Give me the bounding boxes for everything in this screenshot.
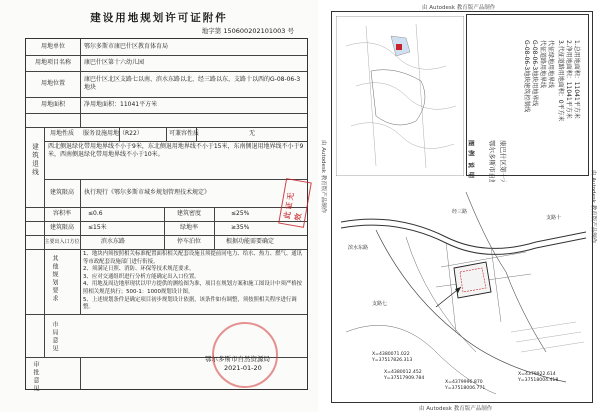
far-value: ≤0.6 xyxy=(88,210,103,217)
other-item: 1、地块内须按照相关标准配置面积相关配套设施且须提前同电力、给水、热力、燃气、通讯等市政配套设施部门进行衔接。 xyxy=(83,251,303,265)
green-value: ≥35% xyxy=(231,224,250,231)
area-line: 2.净用地面积：11041平方米 xyxy=(565,40,572,119)
row-value-area: 净用地面积：11041平方米 xyxy=(84,101,158,108)
coordinate: Y=37517826.313 xyxy=(372,358,413,363)
row-label-unit: 用地单位 xyxy=(40,43,65,50)
legend-header: 图 xyxy=(467,140,474,147)
coordinate: X=4380071.022 xyxy=(372,352,410,357)
density-label: 建筑密度 xyxy=(176,210,201,217)
invalid-stamp: 此证无效 xyxy=(278,178,312,228)
overview-map xyxy=(336,16,464,176)
watermark-right: 由 Autodesk 教育版产品制作 xyxy=(590,170,596,244)
row-value-location: 康巴什区北区支路七以南、滨水东路以北、经三路以东、支路十以西的G-08-06-3地块 xyxy=(84,76,301,91)
far-label: 容积率 xyxy=(52,210,71,217)
other-requirements-list xyxy=(83,251,307,312)
page-title: 建设用地规划许可证附件 xyxy=(90,12,228,24)
other-item: 5、上述规划条件是确定项目初步规划设计依据，该条件如有调整，须按照相关程序进行调整。 xyxy=(83,296,297,311)
parking-label: 停车泊位 xyxy=(176,238,201,245)
entrance-label: 主要出入口方位 xyxy=(44,239,80,245)
review-opinion-label: 审批意见 xyxy=(32,361,39,393)
coordinate: Y=37518006.771 xyxy=(445,386,486,391)
coordinate: Y=37517909.784 xyxy=(384,376,425,381)
height-label: 建筑限高 xyxy=(49,189,74,196)
green-label: 绿地率 xyxy=(179,224,198,231)
coordinate: X=4380012.452 xyxy=(384,370,422,375)
height-value: 执行现行《鄂尔多斯市城乡规划管理技术规定》 xyxy=(84,189,211,196)
row-label-location: 用地位置 xyxy=(40,80,65,87)
issuing-organization: 鄂尔多斯市自然资源局 xyxy=(205,355,270,363)
other-item: 2、须满足日照、消防、环保等技术规范要求。 xyxy=(83,266,195,273)
watermark-left: 由 Autodesk 教育版产品制作 xyxy=(320,140,326,214)
area-line: 3.代征道路用地面积：0平方米 xyxy=(557,40,564,122)
legend-header: 说 xyxy=(467,162,474,169)
land-number-suffix: 号 xyxy=(287,27,294,35)
land-number-value: 150600202101003 xyxy=(223,27,286,35)
road-label: 支路十 xyxy=(546,215,562,221)
compound-value: 无 xyxy=(248,130,255,137)
entrance-value: 滨水东路 xyxy=(101,238,126,245)
land-number xyxy=(202,26,294,35)
row-label-area: 用地面积 xyxy=(40,101,65,108)
row-value-unit: 鄂尔多斯市康巴什区教育体育局 xyxy=(84,43,169,50)
land-number-label: 地字第 xyxy=(201,27,222,35)
other-item: 3、应对交通组织进行分析方能确定出入口位置。 xyxy=(83,273,200,280)
bheight-label: 建筑限高 xyxy=(49,224,74,231)
city-opinion-label: 市局意见 xyxy=(51,321,58,353)
area-line: 1.总用地面积：11041平方米 xyxy=(573,40,580,119)
coordinate: Y=37518004.418 xyxy=(518,378,559,383)
watermark-top: 由 Autodesk 教育版产品制作 xyxy=(422,5,496,11)
legend-line: 代征道路用地界线 xyxy=(539,40,546,89)
row-value-project: 康巴什区第十六幼儿园 xyxy=(84,59,145,66)
road-label: 经三路 xyxy=(452,209,468,215)
other-item: 4、用地及周边地形现状以甲方提供的测绘图为准，项目在规划方案和施工图设计中须严格按照相关规范执行；500-1：1000规划设计图。 xyxy=(83,281,303,295)
setback-text: 西北侧退绿化带用地界线不小于9米，东北侧退用地界线不小于15米，东南侧退用地界线不小于9米，西南侧退绿化带用地界线不小于10米。 xyxy=(48,143,304,158)
legend-line: G-08-06-3地块建筑控制线 xyxy=(523,40,530,113)
land-nature-value: 服务设施用地（R22） xyxy=(83,130,143,137)
legend-header: 明 xyxy=(467,172,474,179)
legend-header: 例 xyxy=(467,150,474,157)
other-group-label: 其他规划要求 xyxy=(51,255,58,303)
coordinate: X=4379922.614 xyxy=(518,372,556,377)
compound-label: 可兼容性质 xyxy=(169,130,200,137)
land-nature-label: 用地性质 xyxy=(49,130,74,137)
legend-line: 代征绿地用地界线 xyxy=(547,40,554,89)
official-seal xyxy=(212,322,278,388)
road-label: 滨水东路 xyxy=(348,245,369,251)
setback-group-label: 建筑退线 xyxy=(31,143,39,177)
row-label-project: 用地项目名称 xyxy=(34,59,71,66)
bheight-value: ≤15米 xyxy=(88,224,107,231)
parking-value: 根据功能需要确定 xyxy=(226,238,275,245)
road-label: 支路七 xyxy=(372,301,388,307)
legend-line: G-08-06-3地块用地界线 xyxy=(531,40,538,107)
watermark-bottom: 由 Autodesk 教育版产品制作 xyxy=(419,406,493,412)
density-value: ≤25% xyxy=(231,210,250,217)
issue-date: 2021-01-20 xyxy=(224,364,262,372)
coordinate: X=4379996.870 xyxy=(445,380,483,385)
